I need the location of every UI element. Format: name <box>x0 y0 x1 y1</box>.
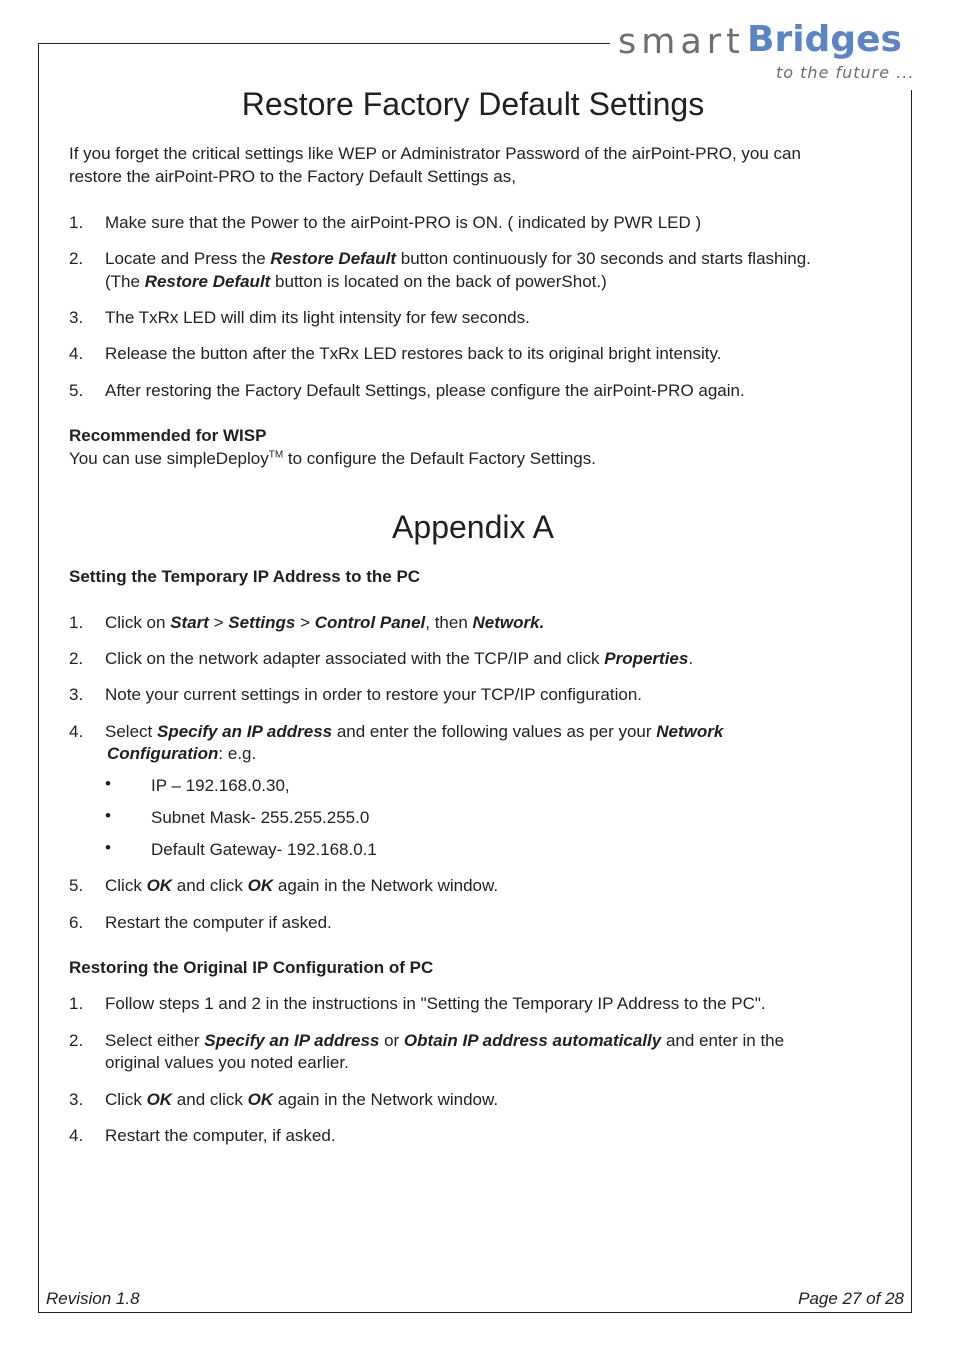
bullet-item: Subnet Mask- 255.255.255.0 <box>151 808 370 827</box>
step-text: Make sure that the Power to the airPoint-PRO is ON. ( indicated by PWR LED ) <box>105 213 702 232</box>
logo-smart-text: smart <box>618 22 745 62</box>
step-text-part: and enter the following values as per your <box>332 722 657 741</box>
page-border-left <box>38 43 39 1313</box>
step-number: 1. <box>69 613 84 632</box>
step-text-part: again in the Network window. <box>273 876 499 895</box>
step-emphasis: Control Panel <box>314 613 426 632</box>
step-emphasis: OK <box>247 876 274 895</box>
intro-line-2: restore the airPoint-PRO to the Factory Default Settings as, <box>69 167 516 186</box>
step-text <box>105 247 811 270</box>
step-text-part: Click on <box>105 613 171 632</box>
step-text-part: > <box>208 613 229 632</box>
step-number: 1. <box>69 994 84 1013</box>
logo-bridges-text: Bridges <box>747 19 902 60</box>
step-text-part: Select <box>105 722 157 741</box>
page-border-top <box>38 43 610 44</box>
step-text-part: > <box>295 613 315 632</box>
wisp-text-part: to configure the Default Factory Settings. <box>283 449 596 468</box>
step-text-part: Click on the network adapter associated with the TCP/IP and click <box>105 649 605 668</box>
wisp-text-part: You can use simpleDeploy <box>69 449 269 468</box>
step-emphasis: Settings <box>228 613 296 632</box>
step-number: 3. <box>69 1090 84 1109</box>
footer-page-number: Page 27 of 28 <box>798 1289 904 1308</box>
step-emphasis: Configuration <box>107 744 219 763</box>
section-title-appendix: Appendix A <box>392 509 554 545</box>
step-text: Note your current settings in order to restore your TCP/IP configuration. <box>105 685 643 704</box>
step-text-part: Select either <box>105 1031 205 1050</box>
bullet-dot: • <box>105 774 111 793</box>
step-number: 4. <box>69 344 84 363</box>
temp-ip-heading: Setting the Temporary IP Address to the PC <box>69 567 421 586</box>
step-text-continued: original values you noted earlier. <box>105 1053 349 1072</box>
step-text-part: Locate and Press the <box>105 249 271 268</box>
restore-ip-heading: Restoring the Original IP Configuration of PC <box>69 958 434 977</box>
step-emphasis: Specify an IP address <box>156 722 333 741</box>
step-text <box>105 1088 498 1111</box>
step-text: Follow steps 1 and 2 in the instructions in "Setting the Temporary IP Address to the PC". <box>105 994 766 1013</box>
step-text-part: and click <box>172 1090 248 1109</box>
step-emphasis: Restore Default <box>270 249 397 268</box>
step-text-part: Click <box>105 1090 147 1109</box>
page-border-right <box>911 90 912 1313</box>
bullet-item: IP – 192.168.0.30, <box>151 776 290 795</box>
step-text-part: . <box>688 649 694 668</box>
step-number: 5. <box>69 381 84 400</box>
step-text-part: again in the Network window. <box>273 1090 499 1109</box>
intro-line-1: If you forget the critical settings like WEP or Administrator Password of the airPoint-PRO, you can <box>69 144 801 163</box>
bullet-dot: • <box>105 838 111 857</box>
step-text-continued <box>107 742 256 765</box>
step-number: 2. <box>69 1031 84 1050</box>
step-text <box>105 720 723 743</box>
wisp-text <box>69 447 596 470</box>
step-text-part: Click <box>105 876 147 895</box>
step-text-part: button continuously for 30 seconds and starts flashing. <box>396 249 811 268</box>
step-emphasis: OK <box>247 1090 274 1109</box>
step-emphasis: OK <box>146 876 173 895</box>
footer-revision: Revision 1.8 <box>46 1289 140 1308</box>
step-text <box>105 874 498 897</box>
step-emphasis: Restore Default <box>144 272 271 291</box>
step-number: 2. <box>69 249 84 268</box>
logo-tagline: to the future ... <box>776 63 915 82</box>
step-emphasis: OK <box>146 1090 173 1109</box>
step-emphasis: Specify an IP address <box>204 1031 380 1050</box>
bullet-item: Default Gateway- 192.168.0.1 <box>151 840 377 859</box>
step-text <box>105 1029 784 1052</box>
step-emphasis: Start <box>170 613 209 632</box>
wisp-heading: Recommended for WISP <box>69 426 267 445</box>
step-text: The TxRx LED will dim its light intensity for few seconds. <box>105 308 530 327</box>
step-emphasis: Properties <box>604 649 689 668</box>
step-number: 3. <box>69 685 84 704</box>
step-number: 5. <box>69 876 84 895</box>
step-text: After restoring the Factory Default Settings, please configure the airPoint-PRO again. <box>105 381 745 400</box>
smartbridges-logo <box>618 18 918 88</box>
step-text-part: (The <box>105 272 145 291</box>
step-number: 2. <box>69 649 84 668</box>
step-number: 4. <box>69 1126 84 1145</box>
step-emphasis: Network <box>656 722 724 741</box>
step-text-part: or <box>379 1031 404 1050</box>
step-emphasis: Obtain IP address automatically <box>403 1031 662 1050</box>
page-border-bottom <box>38 1312 912 1313</box>
step-text-part: button is located on the back of powerShot.) <box>270 272 607 291</box>
step-number: 3. <box>69 308 84 327</box>
section-title-restore-factory: Restore Factory Default Settings <box>241 86 705 122</box>
step-text: Restart the computer, if asked. <box>105 1126 336 1145</box>
step-text-part: , then <box>425 613 473 632</box>
step-text-part: and enter in the <box>661 1031 785 1050</box>
step-number: 6. <box>69 913 84 932</box>
step-text: Release the button after the TxRx LED restores back to its original bright intensity. <box>105 344 722 363</box>
bullet-dot: • <box>105 806 111 825</box>
step-text <box>105 611 544 634</box>
step-number: 4. <box>69 722 84 741</box>
step-text-part: : e.g. <box>218 744 257 763</box>
step-text: Restart the computer if asked. <box>105 913 332 932</box>
step-text-part: and click <box>172 876 248 895</box>
trademark-mark: TM <box>268 449 284 461</box>
step-number: 1. <box>69 213 84 232</box>
step-emphasis: Network. <box>472 613 545 632</box>
step-text-continued <box>105 270 607 293</box>
step-text <box>105 647 693 670</box>
